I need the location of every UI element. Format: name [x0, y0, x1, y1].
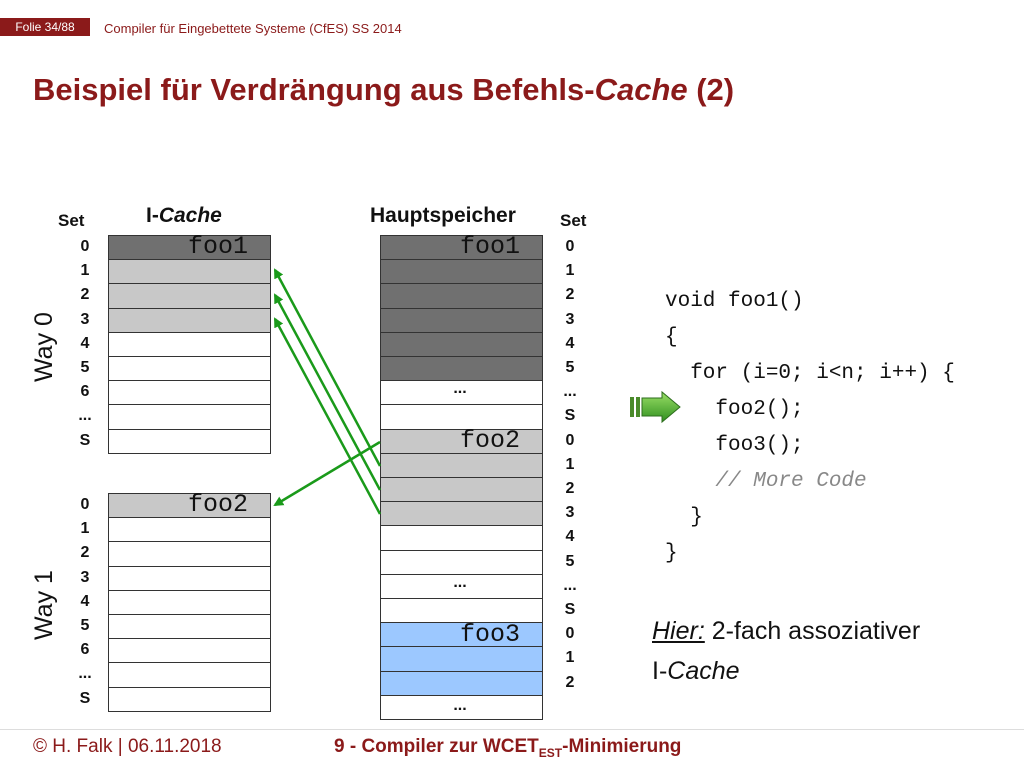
note-line2-italic: Cache [667, 657, 740, 685]
memory-set-label-4: 4 [565, 334, 575, 352]
memory-set-label-9: 1 [565, 455, 575, 473]
icache-label-prefix: I- [146, 204, 159, 227]
way0-set-label-5: 5 [80, 359, 90, 376]
code-line-5: // More Code [665, 470, 867, 493]
memory-dots-2: ... [453, 574, 467, 591]
memory-set-label-0: 0 [565, 238, 575, 255]
memory-set-label-2: 2 [565, 286, 575, 304]
memory-set-label-5: 5 [565, 359, 575, 376]
memory-set-label-7: S [564, 407, 576, 425]
memory-set-label-12: 4 [565, 528, 575, 546]
memory-set-label-17: 1 [565, 649, 575, 667]
memory-set-label-13: 5 [565, 552, 575, 570]
way1-set-label-7: ... [78, 665, 92, 683]
memory-set-label-15: S [564, 601, 576, 618]
way0-set-label-1: 1 [80, 262, 90, 280]
memory-set-label-1: 1 [565, 262, 575, 280]
way0-set-label-8: S [79, 431, 91, 449]
code-line-2: for (i=0; i<n; i++) { [665, 362, 955, 385]
code-line-7: } [665, 542, 678, 565]
footer-chapter-suffix: -Minimierung [562, 736, 682, 757]
memory-set-label-18: 2 [565, 673, 575, 691]
way1-set-label-8: S [79, 689, 91, 707]
arrow-foo2-set2 [275, 295, 380, 490]
slide-number-badge: Folie 34/88 [0, 18, 90, 36]
title-suffix: (2) [687, 72, 735, 107]
memory-foo1: foo1 [460, 232, 521, 261]
footer-author: © H. Falk | 06.11.2018 [33, 736, 222, 757]
memory-set-label-6: ... [563, 383, 577, 401]
associativity-note-line2 [652, 657, 740, 686]
way0-set-label-4: 4 [80, 334, 90, 352]
footer-chapter-sub: EST [538, 745, 563, 760]
footer-chapter [334, 736, 681, 760]
footer-divider [0, 729, 1024, 730]
memory-set-label-8: 0 [565, 431, 575, 449]
footer-chapter-prefix: 9 - Compiler zur WCET [334, 736, 539, 757]
icache-set-header: Set [58, 211, 85, 230]
title-italic: Cache [594, 72, 688, 107]
memory-set-label-10: 2 [565, 480, 575, 497]
way0-set-label-0: 0 [80, 238, 90, 255]
way1-set-label-3: 3 [80, 568, 90, 586]
memory-set-header: Set [560, 211, 587, 230]
way0-label: Way 0 [30, 312, 58, 382]
note-rest: 2-fach assoziativer [704, 617, 921, 645]
way1-set-label-0: 0 [80, 496, 90, 513]
course-title: Compiler für Eingebettete Systeme (CfES) SS 2014 [104, 21, 402, 36]
way0-set-label-3: 3 [80, 310, 90, 328]
memory-dots-1: ... [453, 380, 467, 397]
code-line-1: { [665, 326, 678, 349]
way1-set-label-1: 1 [80, 520, 90, 538]
arrow-foo2-set0-way1 [275, 442, 380, 505]
memory-set-label-14: ... [563, 576, 577, 594]
way1-set-label-5: 5 [80, 617, 90, 634]
memory-label: Hauptspeicher [370, 204, 516, 227]
memory-dots-3: ... [453, 697, 467, 714]
way0-set-label-6: 6 [80, 383, 90, 401]
memory-set-label-11: 3 [565, 504, 575, 522]
way1-set-label-6: 6 [80, 641, 90, 659]
associativity-note [652, 617, 920, 646]
note-hier: Hier: [652, 617, 705, 645]
memory-foo2: foo2 [460, 426, 521, 455]
icache-way1-foo2: foo2 [188, 490, 249, 519]
code-line-0: void foo1() [665, 290, 804, 313]
arrow-foo2-set3 [275, 319, 380, 514]
way0-set-label-7: ... [78, 407, 92, 425]
note-line2-prefix: I- [652, 657, 668, 685]
code-line-4: foo3(); [665, 434, 804, 457]
way1-label: Way 1 [30, 570, 58, 640]
way1-set-label-4: 4 [80, 592, 90, 610]
way1-set-label-2: 2 [80, 544, 90, 562]
memory-set-label-16: 0 [565, 625, 575, 643]
memory-foo3: foo3 [460, 620, 521, 649]
icache-way0-foo1: foo1 [188, 232, 249, 261]
arrow-foo2-set1 [275, 270, 380, 466]
memory-set-label-3: 3 [565, 310, 575, 328]
code-line-3: foo2(); [665, 398, 804, 421]
code-line-6: } [665, 506, 703, 529]
title-prefix: Beispiel für Verdrängung aus Befehls- [33, 72, 595, 107]
way0-set-label-2: 2 [80, 286, 90, 304]
icache-label-italic: Cache [158, 204, 222, 227]
